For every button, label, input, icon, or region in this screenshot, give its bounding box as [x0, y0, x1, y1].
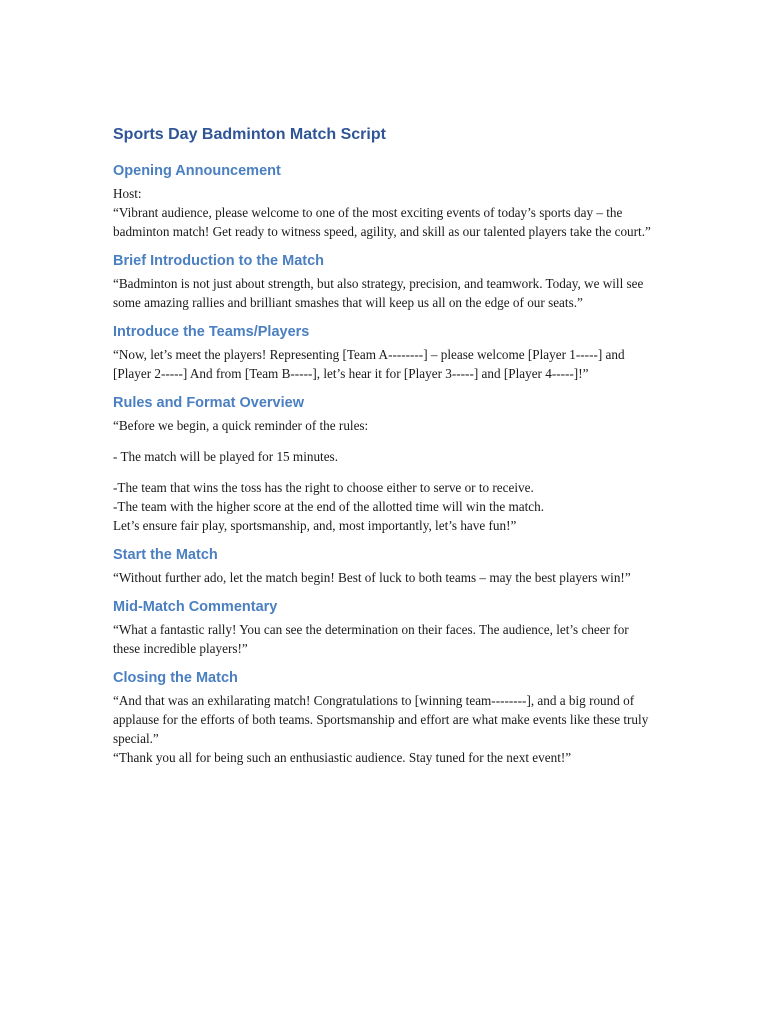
section-closing-match	[113, 668, 658, 767]
section-heading: Mid-Match Commentary	[113, 599, 278, 615]
section-heading: Closing the Match	[113, 670, 238, 686]
paragraph: “Vibrant audience, please welcome to one of the most exciting events of today’s sports day – the badminton match! Get ready to witness speed, agility, and skill as our talented players take the court.”	[113, 205, 651, 239]
paragraph: -The team with the higher score at the end of the allotted time will win the match.	[113, 499, 545, 514]
paragraph: “Badminton is not just about strength, but also strategy, precision, and teamwork. Today, we will see some amazing rallies and brilliant smashes that will keep us all on the edge of our seats.”	[113, 276, 644, 310]
document-title: Sports Day Badminton Match Script	[113, 126, 386, 143]
paragraph: “What a fantastic rally! You can see the determination on their faces. The audience, let’s cheer for these incredible players!”	[113, 622, 629, 656]
paragraph: “And that was an exhilarating match! Congratulations to [winning team--------], and a big round of applause for the efforts of both teams. Sportsmanship and effort are what make events like these truly special.”	[113, 693, 649, 746]
paragraph: “Before we begin, a quick reminder of the rules:	[113, 418, 369, 433]
section-heading: Start the Match	[113, 547, 218, 563]
section-heading: Opening Announcement	[113, 163, 281, 179]
section-mid-match-commentary	[113, 597, 658, 658]
paragraph: - The match will be played for 15 minutes.	[113, 449, 338, 464]
paragraph: “Without further ado, let the match begin! Best of luck to both teams – may the best players win!”	[113, 570, 631, 585]
document-page	[113, 122, 658, 767]
section-heading: Brief Introduction to the Match	[113, 253, 325, 269]
paragraph: “Thank you all for being such an enthusiastic audience. Stay tuned for the next event!”	[113, 750, 572, 765]
paragraph: Host:	[113, 186, 142, 201]
section-heading: Rules and Format Overview	[113, 395, 304, 411]
section-brief-introduction	[113, 251, 658, 312]
section-start-match	[113, 545, 658, 587]
paragraph: Let’s ensure fair play, sportsmanship, and, most importantly, let’s have fun!”	[113, 518, 517, 533]
paragraph: “Now, let’s meet the players! Representing [Team A--------] – please welcome [Player 1-----] and [Player 2-----] And from [Team B-----], let’s hear it for [Player 3-----] and [Player 4-----]!”	[113, 347, 625, 381]
section-rules-overview	[113, 393, 658, 535]
paragraph: -The team that wins the toss has the right to choose either to serve or to receive.	[113, 480, 534, 495]
section-heading: Introduce the Teams/Players	[113, 324, 310, 340]
section-introduce-teams	[113, 322, 658, 383]
section-opening-announcement	[113, 161, 658, 241]
